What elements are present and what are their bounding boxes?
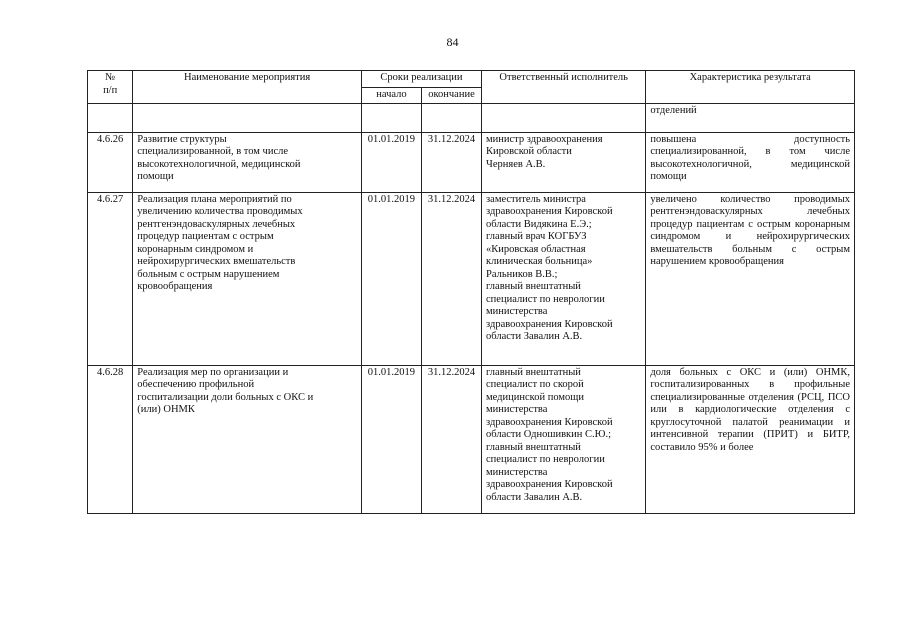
table-row xyxy=(88,192,855,365)
header-start: начало xyxy=(361,88,421,104)
continuation-result: отделений xyxy=(646,103,855,132)
cell-empty xyxy=(482,103,646,132)
row-start: 01.01.2019 xyxy=(361,192,421,365)
row-result: доля больных с ОКС и (или) ОНМК, госпитализированных в профильные специализированные отделения (РСЦ, ПСО или в кардиологические отделения с круглосуточной палатой реанимации и интенсивной терапии (ПРИТ) и БИТР, составило 95% и более xyxy=(646,365,855,513)
row-start: 01.01.2019 xyxy=(361,365,421,513)
cell-empty xyxy=(421,103,481,132)
row-name: Развитие структуры специализированной, в том числе высокотехнологичной, медицинской помощи xyxy=(133,132,362,192)
row-responsible: министр здравоохранения Кировской области Черняев А.В. xyxy=(482,132,646,192)
row-responsible: заместитель министра здравоохранения Кировской области Видякина Е.Э.; главный врач КОГБУЗ «Кировская областная клиническая больница» Ральников В.В.; главный внештатный специалист по неврологии министерства здравоохранения Кировской области Завалин А.В. xyxy=(482,192,646,365)
cell-empty xyxy=(133,103,362,132)
page-number: 84 xyxy=(446,35,459,49)
row-name: Реализация плана мероприятий по увеличению количества проводимых рентгенэндоваскулярных лечебных процедур пациентам с острым коронарным синдромом и нейрохирургических вмешательств больным с острым нарушением кровообращения xyxy=(133,192,362,365)
header-name: Наименование мероприятия xyxy=(133,71,362,104)
row-end: 31.12.2024 xyxy=(421,365,481,513)
row-number: 4.6.27 xyxy=(88,192,133,365)
row-end: 31.12.2024 xyxy=(421,192,481,365)
cell-empty xyxy=(88,103,133,132)
row-name: Реализация мер по организации и обеспечению профильной госпитализации доли больных с ОКС и (или) ОНМК xyxy=(133,365,362,513)
table-row xyxy=(88,365,855,513)
continuation-row xyxy=(88,103,855,132)
cell-empty xyxy=(361,103,421,132)
row-start: 01.01.2019 xyxy=(361,132,421,192)
header-number: № п/п xyxy=(88,71,133,104)
header-result: Характеристика результата xyxy=(646,71,855,104)
row-end: 31.12.2024 xyxy=(421,132,481,192)
row-result: повышена доступность специализированной, в том числе высокотехнологичной, медицинской помощи xyxy=(646,132,855,192)
activities-table xyxy=(87,70,855,514)
header-dates: Сроки реализации xyxy=(361,71,481,88)
row-number: 4.6.28 xyxy=(88,365,133,513)
header-end: окончание xyxy=(421,88,481,104)
row-responsible: главный внештатный специалист по скорой медицинской помощи министерства здравоохранения Кировской области Одношивкин С.Ю.; главный внештатный специалист по неврологии министерства здравоохранения Кировской области Завалин А.В. xyxy=(482,365,646,513)
table-row xyxy=(88,132,855,192)
row-number: 4.6.26 xyxy=(88,132,133,192)
row-result: увеличено количество проводимых рентгенэндоваскулярных лечебных процедур пациентам с острым коронарным синдромом и нейрохирургических вмешательств больным с острым нарушением кровообращения xyxy=(646,192,855,365)
header-responsible: Ответственный исполнитель xyxy=(482,71,646,104)
table-header-row xyxy=(88,71,855,88)
